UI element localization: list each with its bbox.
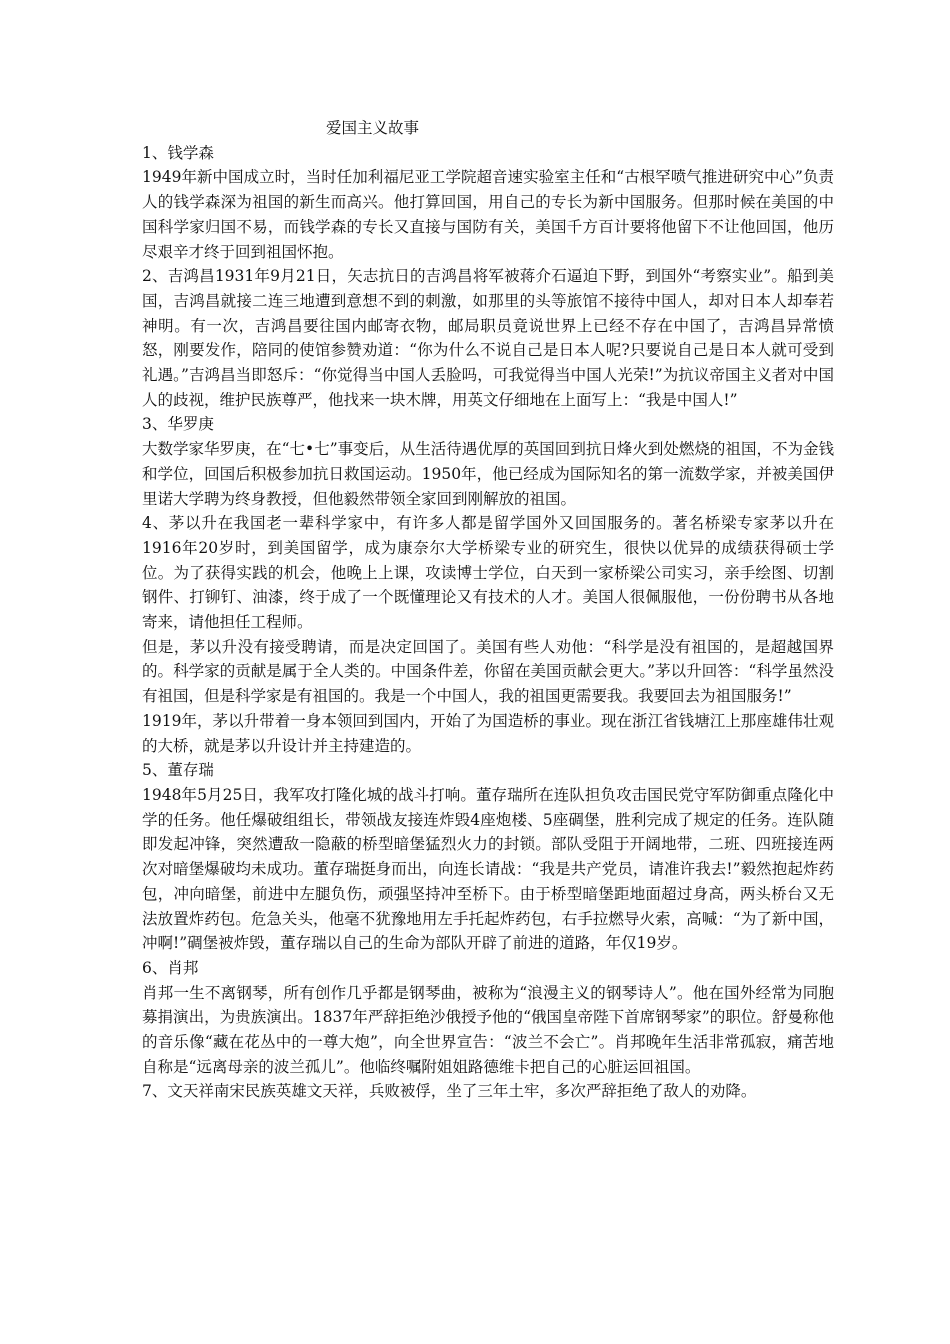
section-heading: 1、钱学森 xyxy=(142,143,214,162)
paragraph: 2、吉鸿昌1931年9月21日，矢志抗日的吉鸿昌将军被蒋介石逼迫下野，到国外“考察实业”。船到美国，吉鸿昌就接二连三地遭到意想不到的刺激，如那里的头等旅馆不接待中国人，却对日本人却奉若神明。有一次，吉鸿昌要往国内邮寄衣物，邮局职员竟说世界上已经不存在中国了，吉鸿昌异常愤怒，刚要发作，陪同的使馆参赞劝道：“你为什么不说自己是日本人呢?只要说自己是日本人就可受到礼遇。”吉鸿昌当即怒斥：“你觉得当中国人丢脸吗，可我觉得当中国人光荣!”为抗议帝国主义者对中国人的歧视，维护民族尊严，他找来一块木牌，用英文仔细地在上面写上：“我是中国人!” xyxy=(142,267,834,409)
paragraph: 1919年，茅以升带着一身本领回到国内，开始了为国造桥的事业。现在浙江省钱塘江上那座雄伟壮观的大桥，就是茅以升设计并主持建造的。 xyxy=(142,711,834,755)
section-heading: 3、华罗庚 xyxy=(142,415,214,434)
paragraph: 1948年5月25日，我军攻打隆化城的战斗打响。董存瑞所在连队担负攻击国民党守军防御重点隆化中学的任务。他任爆破组组长，带领战友接连炸毁4座炮楼、5座碉堡，胜利完成了规定的任务。连队随即发起冲锋，突然遭敌一隐蔽的桥型暗堡猛烈火力的封锁。部队受阻于开阔地带，二班、四班接连两次对暗堡爆破均未成功。董存瑞挺身而出，向连长请战：“我是共产党员，请准许我去!”毅然抱起炸药包，冲向暗堡，前进中左腿负伤，顽强坚持冲至桥下。由于桥型暗堡距地面超过身高，两头桥台又无法放置炸药包。危急关头，他毫不犹豫地用左手托起炸药包，右手拉燃导火索，高喊：“为了新中国，冲啊!”碉堡被炸毁，董存瑞以自己的生命为部队开辟了前进的道路，年仅19岁。 xyxy=(142,785,834,953)
paragraph: 但是，茅以升没有接受聘请，而是决定回国了。美国有些人劝他：“科学是没有祖国的，是超越国界的。科学家的贡献是属于全人类的。中国条件差，你留在美国贡献会更大。”茅以升回答：“科学虽然没有祖国，但是科学家是有祖国的。我是一个中国人，我的祖国更需要我。我要回去为祖国服务!” xyxy=(142,637,834,706)
paragraph: 肖邦一生不离钢琴，所有创作几乎都是钢琴曲，被称为“浪漫主义的钢琴诗人”。他在国外经常为同胞募捐演出，为贵族演出。1837年严辞拒绝沙俄授予他的“俄国皇帝陛下首席钢琴家”的职位。舒曼称他的音乐像“藏在花丛中的一尊大炮”，向全世界宣告：“波兰不会亡”。肖邦晚年生活非常孤寂，痛苦地自称是“远离母亲的波兰孤儿”。他临终嘱附姐姐路德维卡把自己的心脏运回祖国。 xyxy=(142,983,834,1076)
section-heading: 6、肖邦 xyxy=(142,958,199,977)
document-body xyxy=(142,116,834,1104)
document-title: 爱国主义故事 xyxy=(326,119,420,137)
paragraph: 4、茅以升在我国老一辈科学家中，有许多人都是留学国外又回国服务的。著名桥梁专家茅以升在1916年20岁时，到美国留学，成为康奈尔大学桥梁专业的研究生，很快以优异的成绩获得硕士学位。为了获得实践的机会，他晚上上课，攻读博士学位，白天到一家桥梁公司实习，亲手绘图、切割钢件、打铆钉、油漆，终于成了一个既懂理论又有技术的人才。美国人很佩服他，一份份聘书从各地寄来，请他担任工程师。 xyxy=(142,514,834,632)
paragraph: 7、文天祥南宋民族英雄文天祥，兵败被俘，坐了三年土牢，多次严辞拒绝了敌人的劝降。 xyxy=(142,1082,757,1101)
section-heading: 5、董存瑞 xyxy=(142,761,214,780)
paragraph: 1949年新中国成立时，当时任加利福尼亚工学院超音速实验室主任和“古根罕喷气推进研究中心”负责人的钱学森深为祖国的新生而高兴。他打算回国，用自己的专长为新中国服务。但那时候在美国的中国科学家归国不易，而钱学森的专长又直接与国防有关，美国千方百计要将他留下不让他回国，他历尽艰辛才终于回到祖国怀抱。 xyxy=(142,168,834,261)
paragraph: 大数学家华罗庚，在“七•七”事变后，从生活待遇优厚的英国回到抗日烽火到处燃烧的祖国，不为金钱和学位，回国后积极参加抗日救国运动。1950年，他已经成为国际知名的第一流数学家，并被美国伊里诺大学聘为终身教授，但他毅然带领全家回到刚解放的祖国。 xyxy=(142,440,834,508)
